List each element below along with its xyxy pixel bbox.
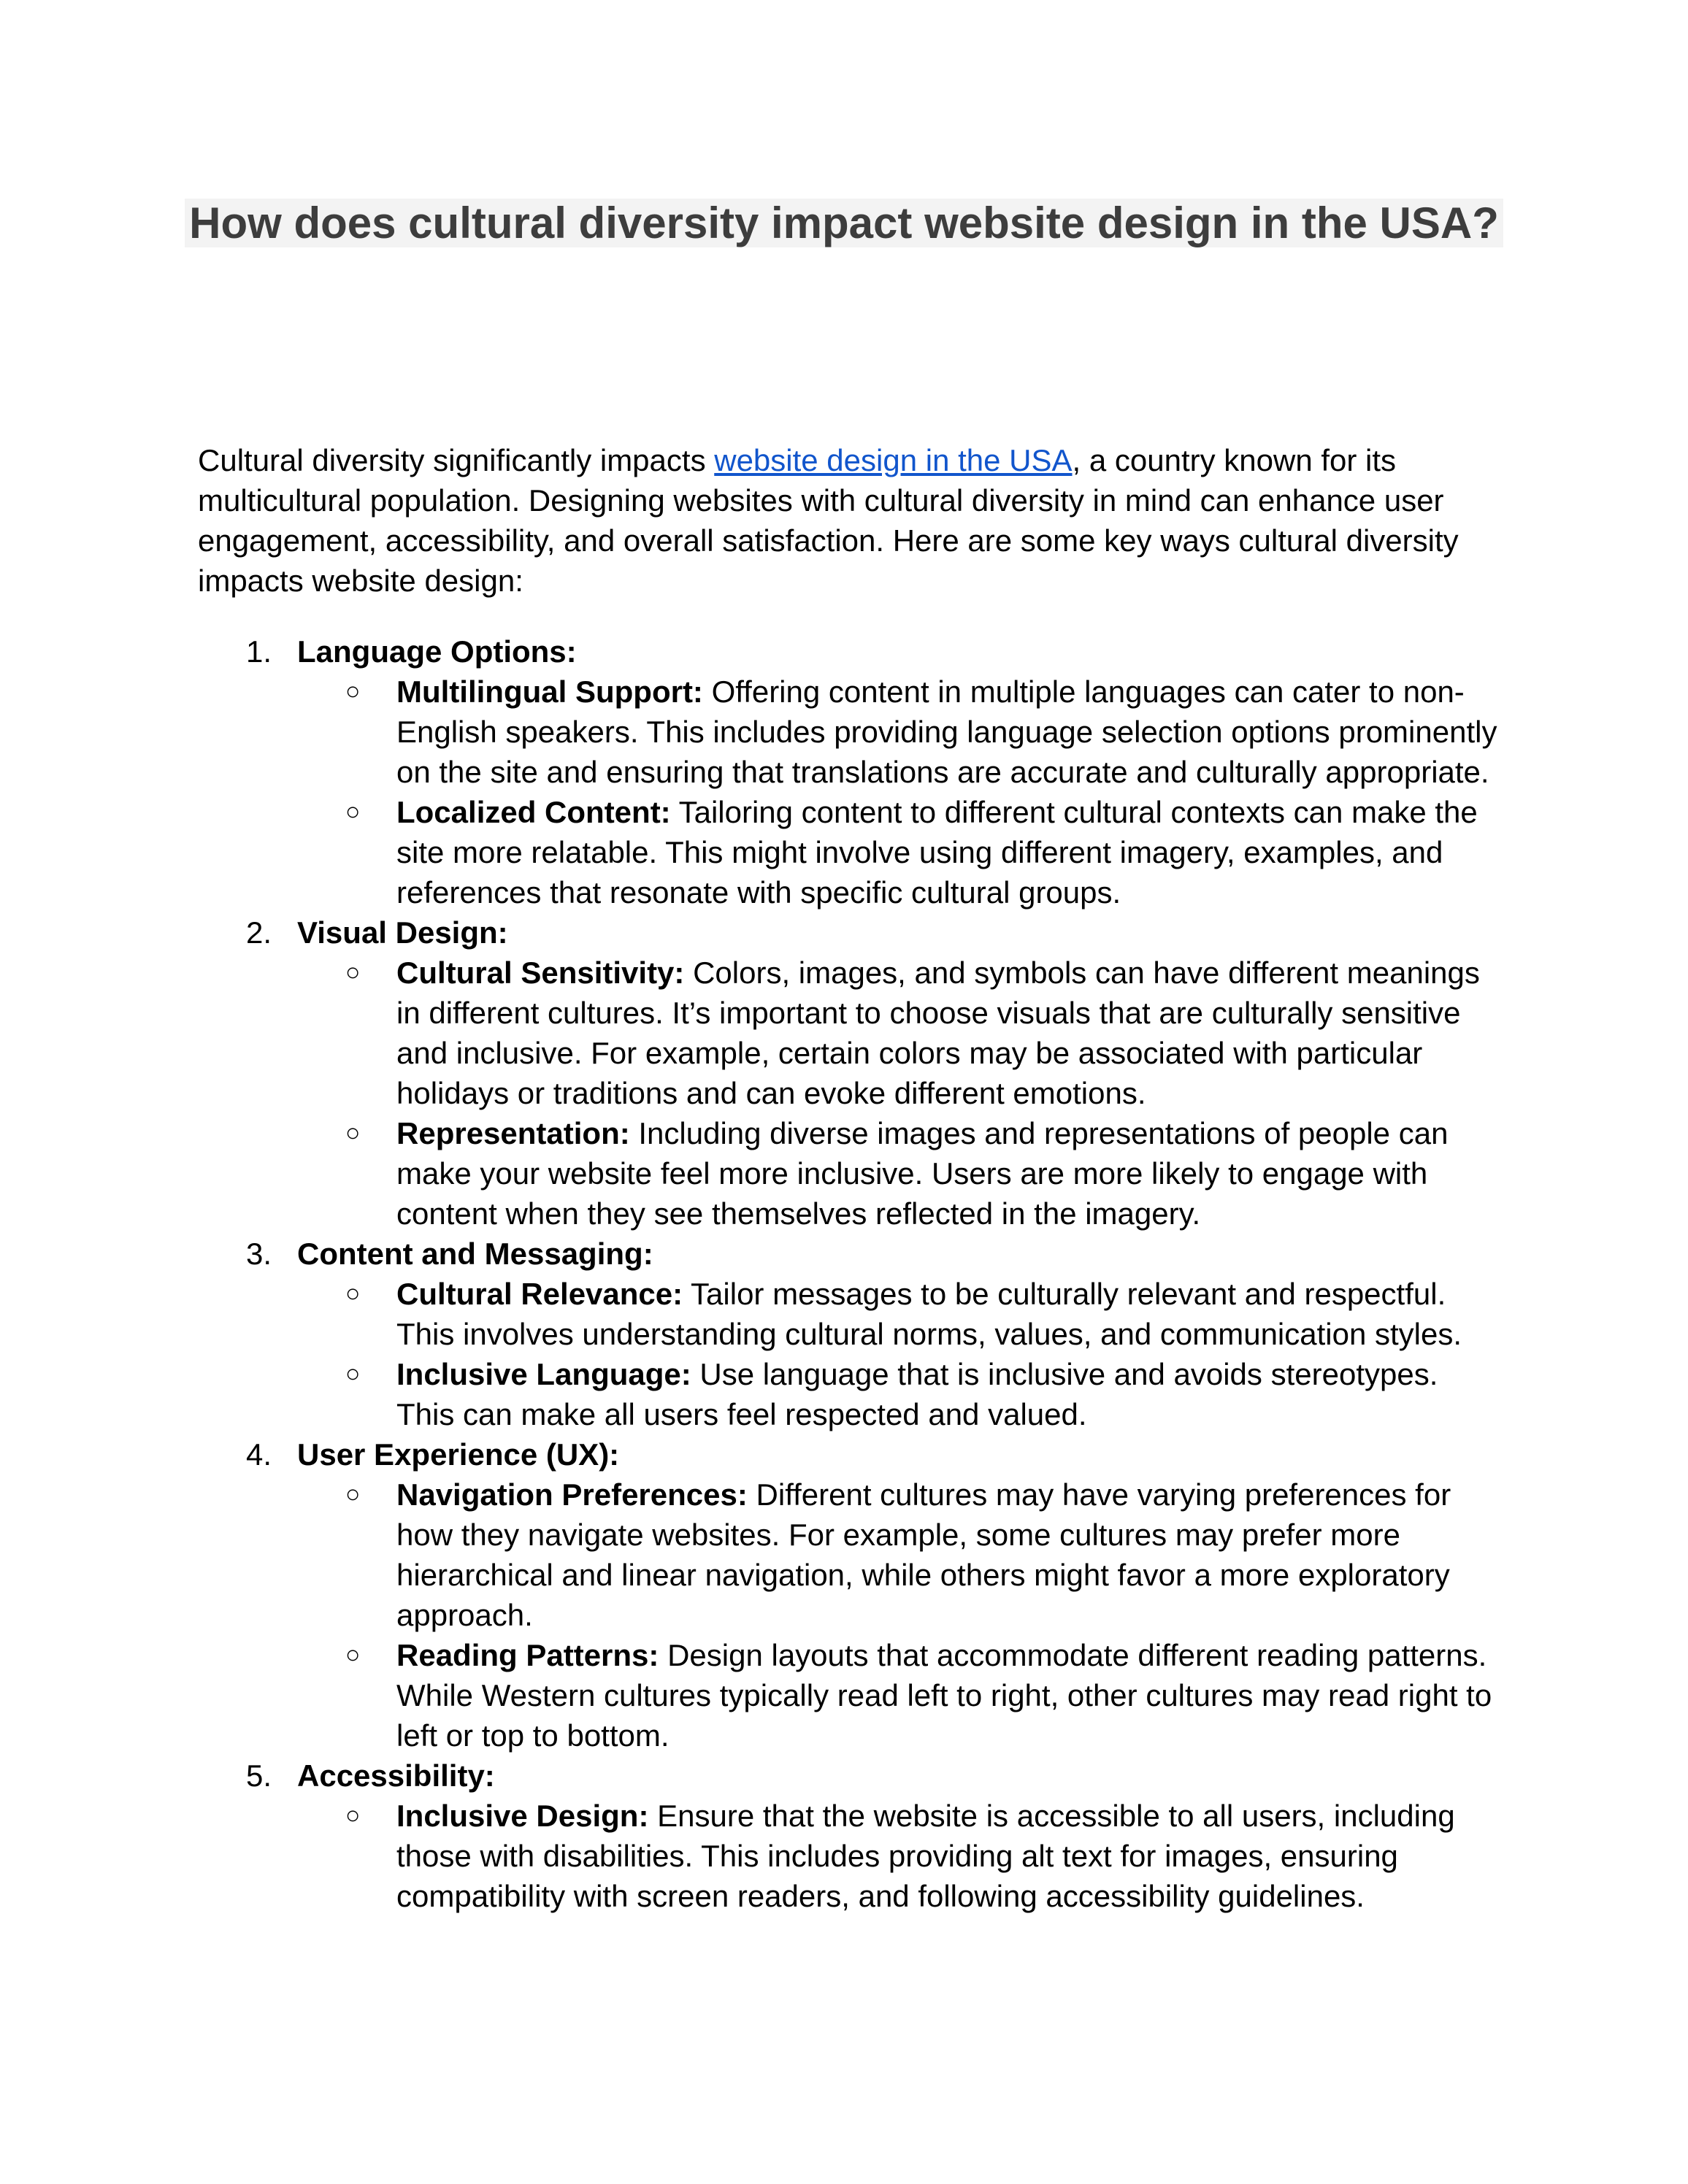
list-item bbox=[297, 1354, 1497, 1434]
section-points bbox=[297, 1274, 1497, 1434]
point-term: Localized Content: bbox=[396, 795, 671, 829]
point-term: Navigation Preferences: bbox=[396, 1477, 748, 1512]
section-number: 4. bbox=[246, 1437, 272, 1472]
intro-text-before-link: Cultural diversity significantly impacts bbox=[198, 443, 715, 477]
section-points bbox=[297, 953, 1497, 1234]
point-term: Multilingual Support: bbox=[396, 674, 703, 709]
section-number: 1. bbox=[246, 634, 272, 669]
point-text: Ensure that the website is accessible to all users, including those with disabilities. This includes providing alt text for images, ensuring compatibility with screen readers, and following accessibility guidelines. bbox=[396, 1799, 1455, 1913]
document-title bbox=[0, 194, 1688, 253]
sections-list bbox=[198, 631, 1497, 1916]
section-points bbox=[297, 1796, 1497, 1916]
section-number: 3. bbox=[246, 1237, 272, 1271]
section-title: Accessibility: bbox=[297, 1758, 495, 1793]
section-item bbox=[198, 912, 1497, 1234]
hollow-circle-bullet-icon: ○ bbox=[345, 1802, 361, 1829]
section-title: Content and Messaging: bbox=[297, 1237, 653, 1271]
point-text: Colors, images, and symbols can have different meanings in different cultures. It’s important to choose visuals that are culturally sensitive and inclusive. For example, certain colors may be associated with particular holidays or traditions and can evoke different emotions. bbox=[396, 956, 1480, 1110]
point-text: Tailoring content to different cultural contexts can make the site more relatable. This might involve using different imagery, examples, and references that resonate with specific cultural groups. bbox=[396, 795, 1478, 910]
point-text: Use language that is inclusive and avoids stereotypes. This can make all users feel respected and valued. bbox=[396, 1357, 1438, 1431]
list-item bbox=[297, 1113, 1497, 1234]
hollow-circle-bullet-icon: ○ bbox=[345, 677, 361, 705]
point-term: Representation: bbox=[396, 1116, 630, 1150]
document-title-text: How does cultural diversity impact website design in the USA? bbox=[185, 199, 1503, 247]
section-number: 2. bbox=[246, 915, 272, 950]
list-item bbox=[297, 672, 1497, 792]
point-text: Tailor messages to be culturally relevant and respectful. This involves understanding cultural norms, values, and communication styles. bbox=[396, 1277, 1462, 1351]
hollow-circle-bullet-icon: ○ bbox=[345, 1641, 361, 1669]
point-text: Offering content in multiple languages can cater to non-English speakers. This includes providing language selection options prominently on the site and ensuring that translations are accurate and culturally appropriate. bbox=[396, 674, 1497, 789]
point-text: Different cultures may have varying preferences for how they navigate websites. For example, some cultures may prefer more hierarchical and linear navigation, while others might favor a more exploratory approach. bbox=[396, 1477, 1451, 1632]
section-title: Visual Design: bbox=[297, 915, 508, 950]
document-body bbox=[198, 440, 1497, 1916]
list-item bbox=[297, 1274, 1497, 1354]
hollow-circle-bullet-icon: ○ bbox=[345, 1119, 361, 1147]
list-item bbox=[297, 1635, 1497, 1756]
hollow-circle-bullet-icon: ○ bbox=[345, 1360, 361, 1388]
hollow-circle-bullet-icon: ○ bbox=[345, 1480, 361, 1508]
point-term: Inclusive Language: bbox=[396, 1357, 691, 1391]
section-title: Language Options: bbox=[297, 634, 577, 669]
section-number: 5. bbox=[246, 1758, 272, 1793]
section-item bbox=[198, 1434, 1497, 1756]
list-item bbox=[297, 953, 1497, 1113]
hollow-circle-bullet-icon: ○ bbox=[345, 798, 361, 826]
point-term: Cultural Relevance: bbox=[396, 1277, 683, 1311]
section-points bbox=[297, 672, 1497, 912]
point-term: Cultural Sensitivity: bbox=[396, 956, 685, 990]
list-item bbox=[297, 792, 1497, 912]
hollow-circle-bullet-icon: ○ bbox=[345, 1280, 361, 1307]
hollow-circle-bullet-icon: ○ bbox=[345, 958, 361, 986]
website-design-usa-link[interactable]: website design in the USA bbox=[714, 443, 1073, 477]
point-text: Design layouts that accommodate different reading patterns. While Western cultures typically read left to right, other cultures may read right to left or top to bottom. bbox=[396, 1638, 1492, 1753]
list-item bbox=[297, 1796, 1497, 1916]
point-term: Inclusive Design: bbox=[396, 1799, 649, 1833]
intro-paragraph bbox=[198, 440, 1497, 601]
section-item bbox=[198, 1234, 1497, 1434]
point-term: Reading Patterns: bbox=[396, 1638, 659, 1672]
point-text: Including diverse images and representations of people can make your website feel more inclusive. Users are more likely to engage with content when they see themselves reflected in the imagery. bbox=[396, 1116, 1449, 1231]
section-item bbox=[198, 631, 1497, 912]
section-title: User Experience (UX): bbox=[297, 1437, 620, 1472]
list-item bbox=[297, 1474, 1497, 1635]
intro-text-after-link: , a country known for its multicultural population. Designing websites with cultural diversity in mind can enhance user engagement, accessibility, and overall satisfaction. Here are some key ways cultural diversity impacts website design: bbox=[198, 443, 1459, 598]
section-item bbox=[198, 1756, 1497, 1916]
section-points bbox=[297, 1474, 1497, 1756]
